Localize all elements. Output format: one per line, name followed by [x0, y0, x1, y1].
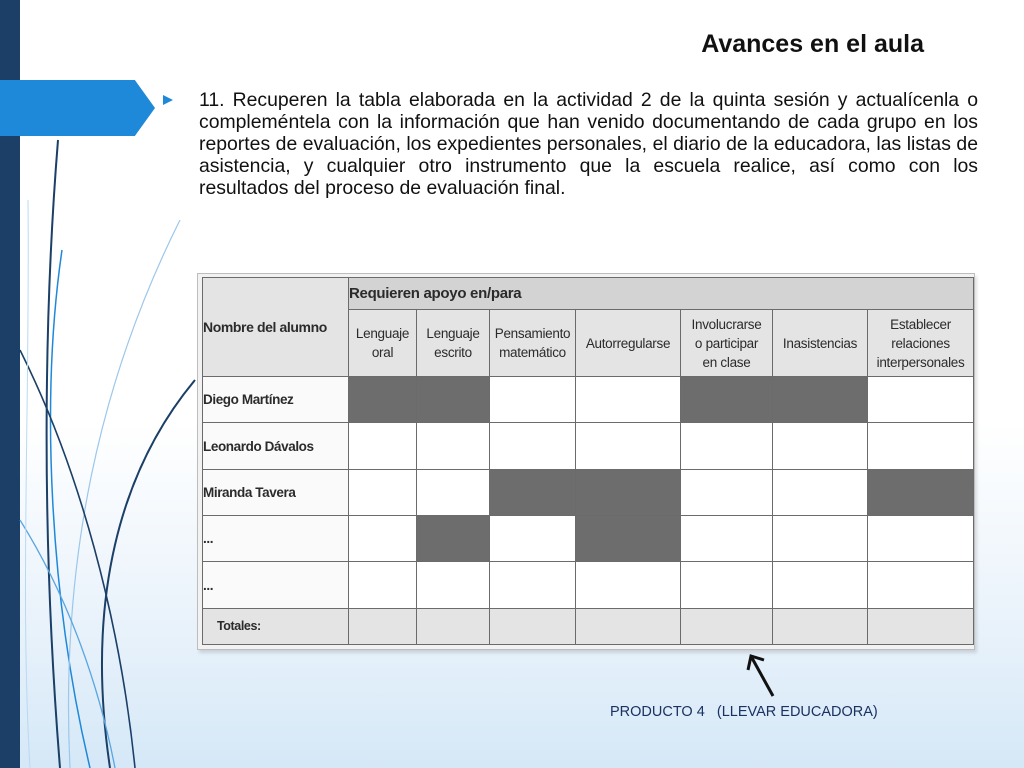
totals-row [203, 608, 974, 644]
support-group-header: Requieren apoyo en/para [349, 278, 974, 310]
column-header: Involucrarse o participar en clase [681, 310, 773, 377]
empty-cell [417, 423, 490, 469]
support-needed-cell [576, 469, 681, 515]
total-cell [417, 608, 490, 644]
table-row [203, 469, 974, 515]
table-row [203, 377, 974, 423]
student-name-header: Nombre del alumno [203, 278, 349, 377]
empty-cell [868, 377, 974, 423]
empty-cell [490, 516, 576, 562]
empty-cell [773, 469, 868, 515]
empty-cell [681, 516, 773, 562]
support-needed-cell [576, 516, 681, 562]
empty-cell [868, 562, 974, 608]
empty-cell [349, 562, 417, 608]
total-cell [490, 608, 576, 644]
empty-cell [490, 562, 576, 608]
empty-cell [349, 423, 417, 469]
empty-cell [490, 377, 576, 423]
instruction-paragraph: 11. Recuperen la tabla elaborada en la actividad 2 de la quinta sesión y actualícenla o compleméntela con la información que han venido documentando de cada grupo en los reportes de evaluación, los expedientes personales, el diario de la educadora, las listas de asistencia, y cualquier otro instrumento que la escuela realice, así como con los resultados del proceso de evaluación final. [199, 89, 978, 199]
total-cell [773, 608, 868, 644]
column-header: Lenguaje escrito [417, 310, 490, 377]
total-cell [576, 608, 681, 644]
column-header: Lenguaje oral [349, 310, 417, 377]
table-row [203, 562, 974, 608]
support-needed-cell [681, 377, 773, 423]
column-header: Establecer relaciones interpersonales [868, 310, 974, 377]
triangle-bullet-icon [163, 95, 173, 105]
support-needed-cell [773, 377, 868, 423]
total-cell [868, 608, 974, 644]
total-cell [681, 608, 773, 644]
support-needs-table [202, 277, 974, 645]
empty-cell [868, 423, 974, 469]
empty-cell [349, 516, 417, 562]
table-row [203, 423, 974, 469]
column-header: Inasistencias [773, 310, 868, 377]
column-header: Pensamiento matemático [490, 310, 576, 377]
support-needed-cell [868, 469, 974, 515]
pointer-arrow-icon [745, 652, 779, 700]
slide-title: Avances en el aula [701, 30, 924, 58]
title-accent-arrow-bar [0, 80, 155, 136]
support-needed-cell [490, 469, 576, 515]
support-needs-table-image [197, 273, 975, 650]
student-name-cell: Miranda Tavera [203, 469, 349, 515]
empty-cell [681, 423, 773, 469]
support-needed-cell [417, 516, 490, 562]
empty-cell [773, 516, 868, 562]
empty-cell [349, 469, 417, 515]
empty-cell [417, 469, 490, 515]
empty-cell [417, 562, 490, 608]
empty-cell [681, 562, 773, 608]
product-note: PRODUCTO 4 (LLEVAR EDUCADORA) [610, 704, 878, 720]
support-needed-cell [349, 377, 417, 423]
empty-cell [576, 423, 681, 469]
total-cell [349, 608, 417, 644]
empty-cell [773, 562, 868, 608]
student-name-cell: Diego Martínez [203, 377, 349, 423]
empty-cell [576, 562, 681, 608]
totals-label: Totales: [203, 608, 349, 644]
column-header: Autorregularse [576, 310, 681, 377]
support-needed-cell [417, 377, 490, 423]
empty-cell [490, 423, 576, 469]
empty-cell [868, 516, 974, 562]
empty-cell [576, 377, 681, 423]
student-name-cell: ... [203, 562, 349, 608]
table-row [203, 516, 974, 562]
student-name-cell: ... [203, 516, 349, 562]
empty-cell [681, 469, 773, 515]
empty-cell [773, 423, 868, 469]
student-name-cell: Leonardo Dávalos [203, 423, 349, 469]
